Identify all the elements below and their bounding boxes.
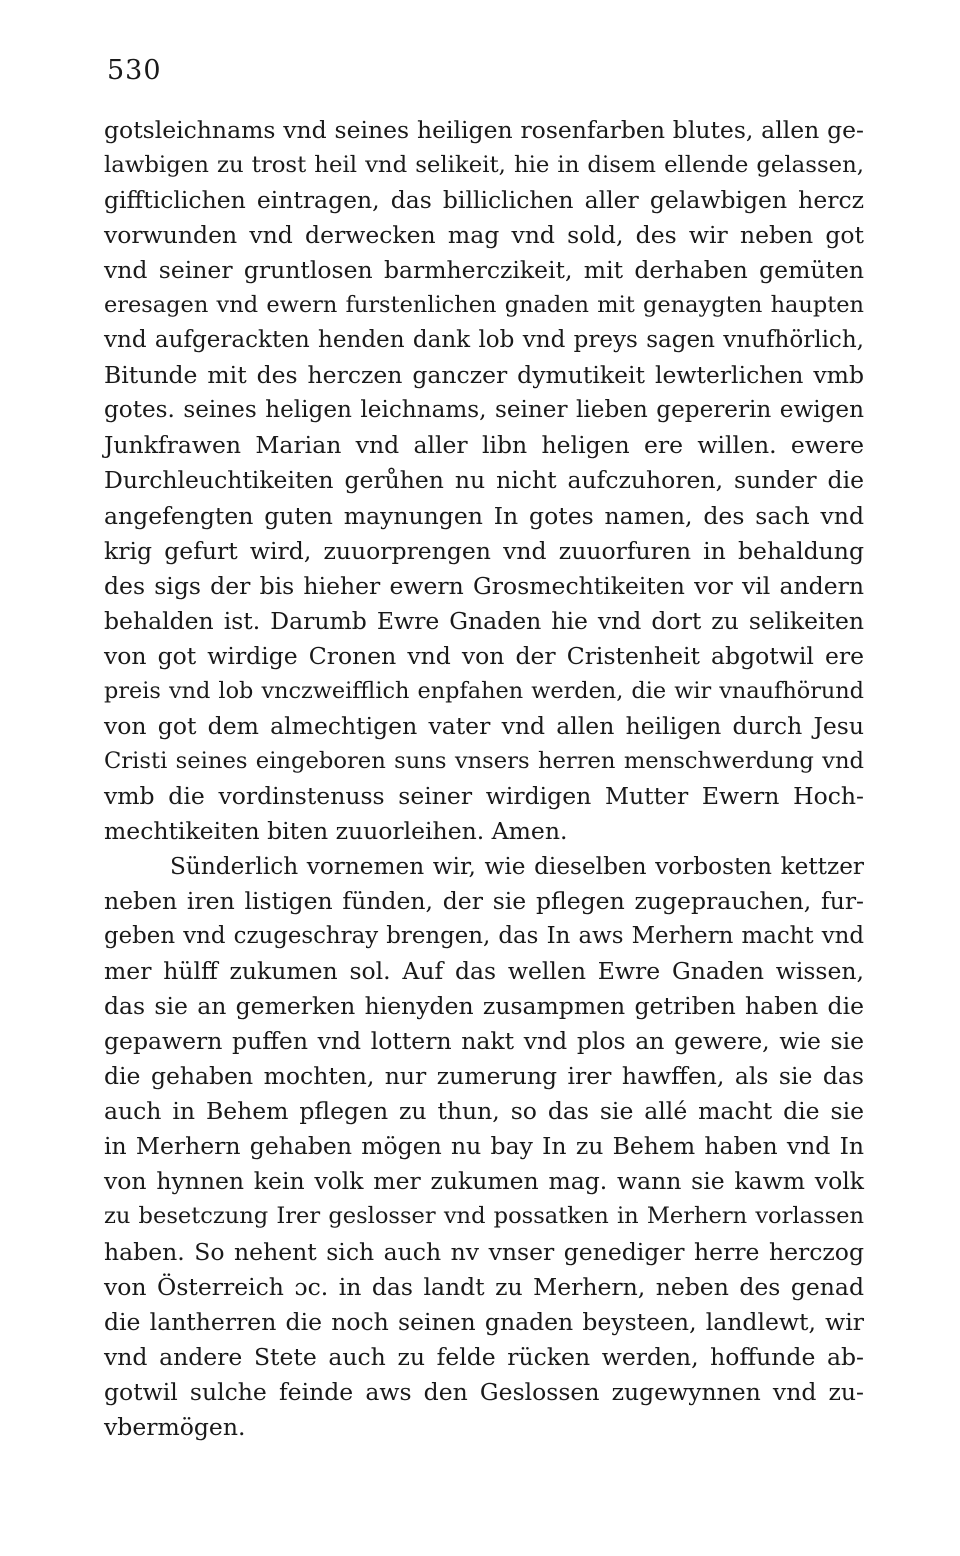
text-line: giffticlichen eintragen, das billiclichen aller gelawbigen hercz bbox=[104, 186, 864, 215]
text-line: vbermögen. bbox=[104, 1412, 246, 1441]
text-line: preis vnd lob vnczweifflich enpfahen werden, die wir vnaufhörund bbox=[104, 677, 864, 704]
text-line: angefengten guten maynungen In gotes namen, des sach vnd bbox=[104, 501, 864, 530]
text-line: vorwunden vnd derwecken mag vnd sold, des wir neben got bbox=[104, 221, 864, 250]
text-line: von got dem almechtigen vater vnd allen heiligen durch Jesu bbox=[104, 711, 864, 740]
text-line: Cristi seines eingeboren suns vnsers herren menschwerdung vnd bbox=[104, 747, 864, 774]
text-line: neben iren listigen fünden, der sie pflegen zugeprauchen, fur- bbox=[104, 887, 864, 916]
text-line: in Merhern gehaben mögen nu bay In zu Behem haben vnd In bbox=[104, 1132, 864, 1161]
text-line: des sigs der bis hieher ewern Grosmechtikeiten vor vil andern bbox=[104, 571, 864, 600]
text-line: zu besetczung Irer geslosser vnd possatken in Merhern vorlassen bbox=[104, 1203, 864, 1230]
text-line: lawbigen zu trost heil vnd selikeit, hie in disem ellende gelassen, bbox=[104, 152, 864, 179]
text-line: gotwil sulche feinde aws den Geslossen zugewynnen vnd zu- bbox=[104, 1377, 864, 1406]
text-line: von got wirdige Cronen vnd von der Cristenheit abgotwil ere bbox=[104, 641, 864, 670]
text-line: die lantherren die noch seinen gnaden beysteen, landlewt, wir bbox=[104, 1307, 864, 1336]
text-line: das sie an gemerken hienyden zusampmen getriben haben die bbox=[104, 992, 864, 1021]
text-line: gotes. seines heligen leichnams, seiner lieben gepererin ewigen bbox=[104, 397, 864, 424]
text-line: vnd andere Stete auch zu felde rücken werden, hoffunde ab- bbox=[104, 1342, 864, 1371]
text-line: die gehaben mochten, nur zumerung irer hawffen, als sie das bbox=[104, 1062, 864, 1091]
text-line: Durchleuchtikeiten gerůhen nu nicht aufczuhoren, sunder die bbox=[104, 466, 864, 495]
text-line: gotsleichnams vnd seines heiligen rosenfarben blutes, allen ge- bbox=[104, 116, 864, 144]
text-line: Bitunde mit des herczen ganczer dymutikeit lewterlichen vmb bbox=[104, 361, 864, 390]
text-line: mer hülff zukumen sol. Auf das wellen Ewre Gnaden wissen, bbox=[104, 957, 864, 986]
text-line: krig gefurt wird, zuuorprengen vnd zuuorfuren in behaldung bbox=[104, 536, 864, 565]
text-line: auch in Behem pflegen zu thun, so das sie allé macht die sie bbox=[104, 1097, 864, 1126]
page-number: 530 bbox=[107, 55, 162, 86]
text-line: vmb die vordinstenuss seiner wirdigen Mutter Ewern Hoch- bbox=[104, 781, 864, 810]
text-line: von hynnen kein volk mer zukumen mag. wann sie kawm volk bbox=[104, 1167, 864, 1196]
text-line: von Österreich ɔc. in das landt zu Merhern, neben des genad bbox=[104, 1272, 864, 1301]
text-line: Sünderlich vornemen wir, wie dieselben vorbosten kettzer bbox=[170, 852, 864, 880]
text-line: behalden ist. Darumb Ewre Gnaden hie vnd dort zu selikeiten bbox=[104, 606, 864, 635]
text-line: eresagen vnd ewern furstenlichen gnaden mit genaygten haupten bbox=[104, 292, 864, 319]
text-line: vnd aufgerackten henden dank lob vnd preys sagen vnufhörlich, bbox=[104, 327, 864, 354]
body-text bbox=[104, 113, 864, 1445]
text-line: mechtikeiten biten zuuorleihen. Amen. bbox=[104, 816, 568, 845]
text-line: gepawern puffen vnd lottern nakt vnd plos an gewere, wie sie bbox=[104, 1027, 864, 1056]
text-line: Junkfrawen Marian vnd aller libn heligen ere willen. ewere bbox=[104, 431, 864, 460]
text-line: haben. So nehent sich auch nv vnser genediger herre herczog bbox=[104, 1237, 864, 1266]
text-line: geben vnd czugeschray brengen, das In aws Merhern macht vnd bbox=[104, 923, 864, 950]
text-line: vnd seiner gruntlosen barmherczikeit, mit derhaben gemüten bbox=[104, 256, 864, 285]
